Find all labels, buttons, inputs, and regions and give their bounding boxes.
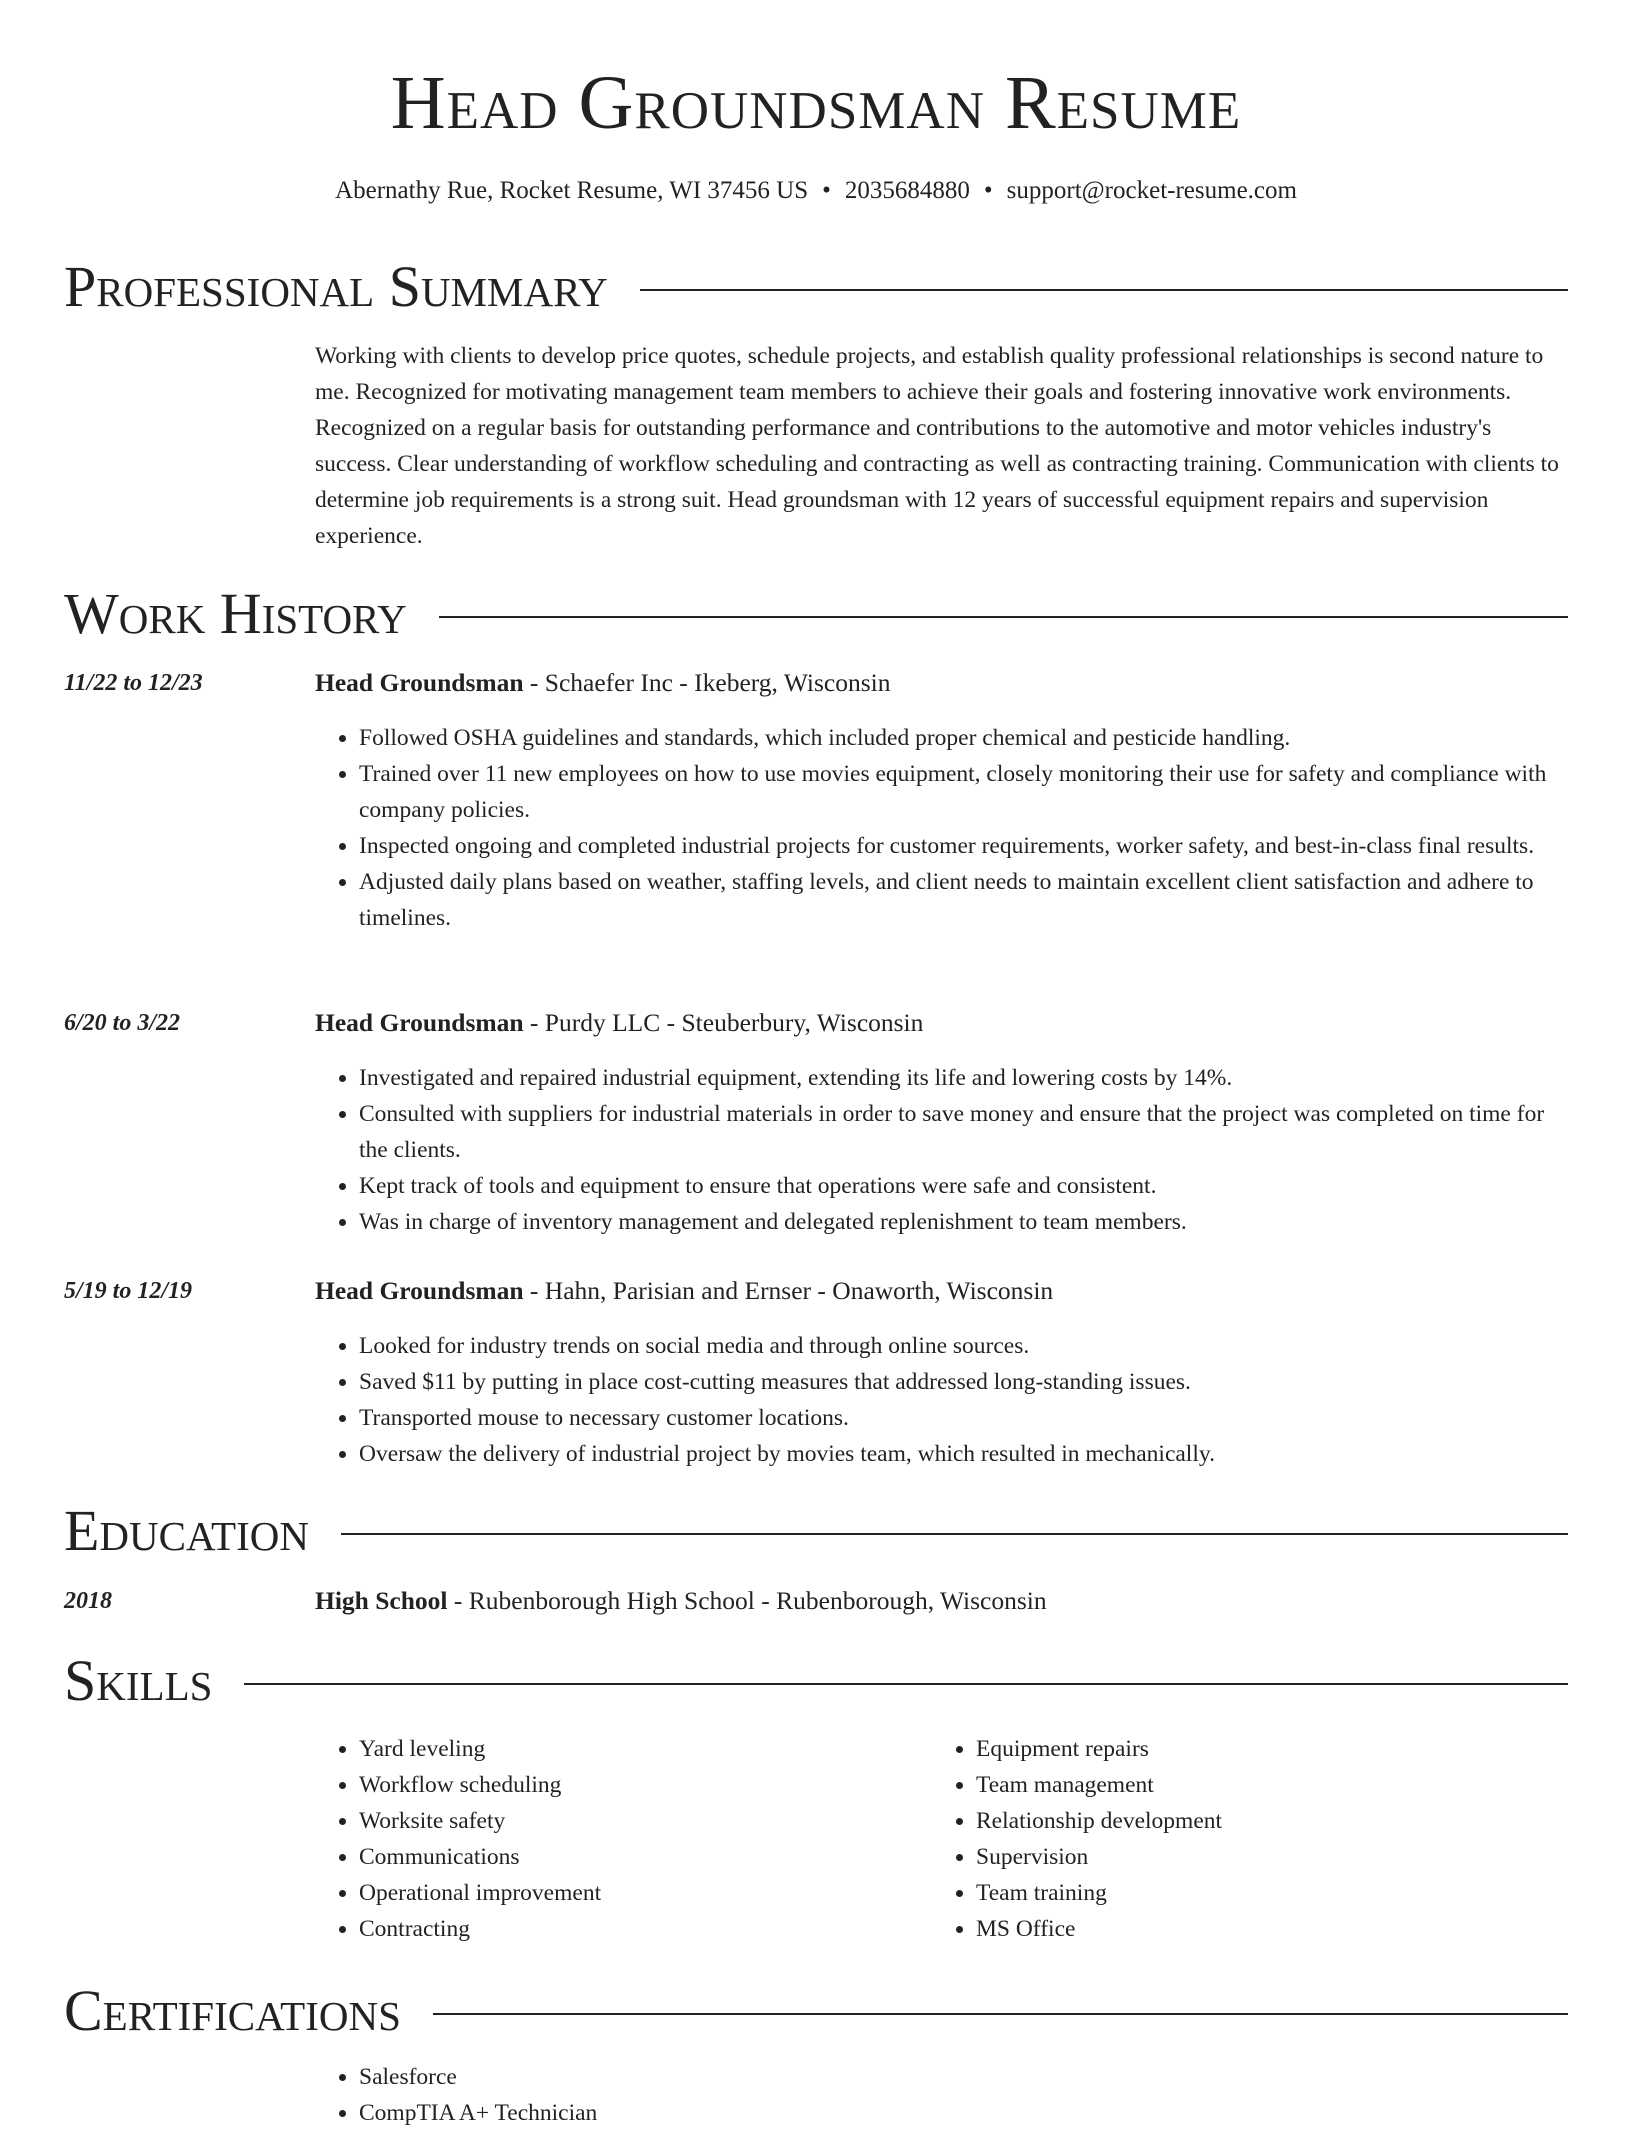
- job-dates: 6/20 to 3/22: [64, 1010, 181, 1036]
- education-degree: High School: [315, 1586, 448, 1615]
- list-item: • Equipment repairs: [976, 1731, 1532, 1767]
- section-education-header: [64, 1499, 1568, 1563]
- job-title: [315, 1273, 1568, 1309]
- job-title: [315, 665, 1568, 701]
- section-certifications-header: [64, 1979, 1568, 2043]
- section-divider: [439, 616, 1568, 618]
- contact-separator: •: [822, 177, 831, 204]
- list-item: • Kept track of tools and equipment to ensure that operations were safe and consistent.: [359, 1168, 1568, 1204]
- section-divider: [341, 1533, 1568, 1535]
- summary-text: Working with clients to develop price quotes, schedule projects, and establish quality professional relationships is second nature to me. Recognized for motivating management team members to achieve their goals and fostering innovative work environments. Recognized on a regular basis for outstanding performance and contributions to the automotive and motor vehicles industry's success. Clear understanding of workflow scheduling and contracting as well as contracting training. Communication with clients to determine job requirements is a strong suit. Head groundsman with 12 years of successful equipment repairs and supervision experience.: [315, 343, 1559, 549]
- section-heading: Certifications: [64, 1978, 401, 2043]
- list-item: • Communications: [359, 1839, 915, 1875]
- contact-line: [0, 174, 1632, 208]
- education-year: 2018: [64, 1588, 112, 1614]
- list-item: • Followed OSHA guidelines and standards, which included proper chemical and pesticide handling.: [359, 720, 1568, 756]
- job-employer: - Purdy LLC - Steuberbury, Wisconsin: [523, 1008, 924, 1037]
- section-work-header: [64, 582, 1568, 646]
- list-item: • Contracting: [359, 1911, 915, 1947]
- certifications-list: [315, 2059, 1568, 2131]
- job-title: [315, 1005, 1568, 1041]
- list-item: • Transported mouse to necessary customer locations.: [359, 1400, 1568, 1436]
- section-heading: Work History: [64, 581, 407, 646]
- list-item: • Team management: [976, 1767, 1532, 1803]
- section-skills-header: [64, 1649, 1568, 1713]
- job-position: Head Groundsman: [315, 1008, 524, 1037]
- section-divider: [244, 1683, 1568, 1685]
- resume-title: Head Groundsman Resume: [390, 61, 1242, 145]
- job-dates: 5/19 to 12/19: [64, 1278, 193, 1304]
- section-divider: [640, 289, 1568, 291]
- list-item: • Supervision: [976, 1839, 1532, 1875]
- list-item: • Operational improvement: [359, 1875, 915, 1911]
- skills-list-right: [932, 1731, 1532, 1947]
- job-bullets: [315, 1060, 1568, 1240]
- list-item: • MS Office: [976, 1911, 1532, 1947]
- job-position: Head Groundsman: [315, 1276, 524, 1305]
- job-bullets: [315, 1328, 1568, 1472]
- section-summary-header: [64, 255, 1568, 319]
- list-item: • CompTIA A+ Technician: [359, 2095, 1568, 2131]
- list-item: • Worksite safety: [359, 1803, 915, 1839]
- list-item: • Yard leveling: [359, 1731, 915, 1767]
- skills-list-left: [315, 1731, 915, 1947]
- list-item: • Trained over 11 new employees on how to use movies equipment, closely monitoring their use for safety and compliance with company policies.: [359, 756, 1568, 828]
- job-bullets: [315, 720, 1568, 936]
- list-item: • Adjusted daily plans based on weather, staffing levels, and client needs to maintain excellent client satisfaction and adhere to timelines.: [359, 864, 1568, 936]
- contact-email: support@rocket-resume.com: [1006, 177, 1297, 204]
- education-school: - Rubenborough High School - Rubenborough, Wisconsin: [447, 1586, 1047, 1615]
- list-item: • Inspected ongoing and completed industrial projects for customer requirements, worker safety, and best-in-class final results.: [359, 828, 1568, 864]
- list-item: • Was in charge of inventory management and delegated replenishment to team members.: [359, 1204, 1568, 1240]
- contact-phone: 2035684880: [844, 177, 970, 204]
- list-item: • Investigated and repaired industrial equipment, extending its life and lowering costs by 14%.: [359, 1060, 1568, 1096]
- list-item: • Oversaw the delivery of industrial project by movies team, which resulted in mechanically.: [359, 1436, 1568, 1472]
- education-entry: [315, 1583, 1568, 1619]
- job-employer: - Schaefer Inc - Ikeberg, Wisconsin: [523, 668, 891, 697]
- list-item: • Salesforce: [359, 2059, 1568, 2095]
- section-heading: Education: [64, 1498, 309, 1563]
- job-employer: - Hahn, Parisian and Ernser - Onaworth, Wisconsin: [523, 1276, 1054, 1305]
- list-item: • Saved $11 by putting in place cost-cutting measures that addressed long-standing issues.: [359, 1364, 1568, 1400]
- contact-address: Abernathy Rue, Rocket Resume, WI 37456 US: [335, 177, 809, 204]
- list-item: • Relationship development: [976, 1803, 1532, 1839]
- section-heading: Professional Summary: [64, 254, 608, 319]
- list-item: • Team training: [976, 1875, 1532, 1911]
- section-divider: [433, 2013, 1568, 2015]
- job-dates: 11/22 to 12/23: [64, 670, 203, 696]
- job-position: Head Groundsman: [315, 668, 524, 697]
- list-item: • Consulted with suppliers for industrial materials in order to save money and ensure that the project was completed on time for the clients.: [359, 1096, 1568, 1168]
- section-heading: Skills: [64, 1648, 213, 1713]
- contact-separator: •: [983, 177, 993, 204]
- list-item: • Looked for industry trends on social media and through online sources.: [359, 1328, 1568, 1364]
- list-item: • Workflow scheduling: [359, 1767, 915, 1803]
